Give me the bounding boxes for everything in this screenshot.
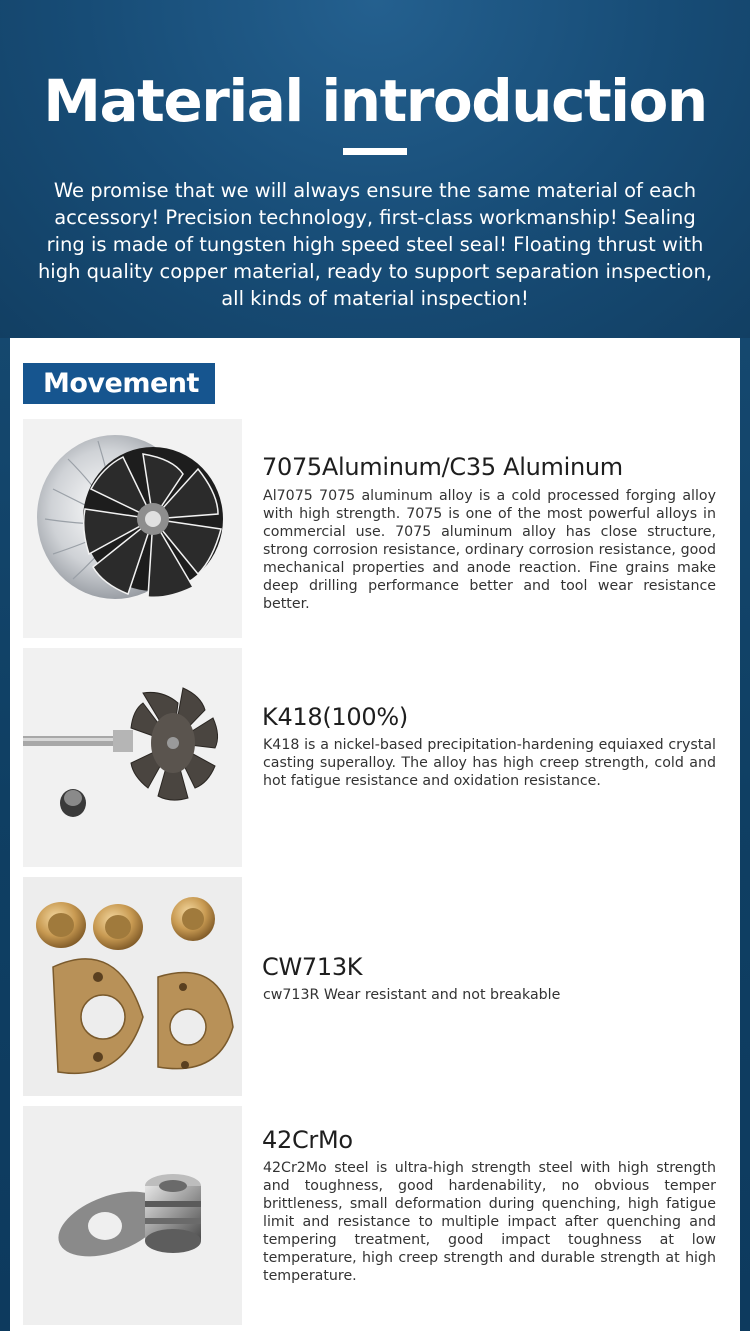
item-description: Al7075 7075 aluminum alloy is a cold processed forging alloy with high strength. 7075 is one of the most powerful alloys in commercial use. 7075 aluminum alloy has close structure, strong corrosion resistance, ordinary corrosion resistance, good mechanical properties and anode reaction. Fine grains make deep drilling performance better and tool wear resistance better.: [263, 488, 716, 612]
turbine-shaft-image: [23, 648, 242, 867]
intro-text: We promise that we will always ensure the same material of each accessory! Precision technology, first-class workmanship! Sealing ring is made of tungsten high speed steel seal! Floating thrust with high quality copper material, ready to support separation inspection, all kinds of material inspection!: [37, 179, 713, 310]
compressor-wheel-image: [23, 419, 242, 638]
item-description: 42Cr2Mo steel is ultra-high strength steel with high strength and toughness, good hardenability, no obvious temper brittleness, small deformation during quenching, high fatigue limit and resistance to multiple impact after quenching and tempering treatment, good impact toughness at low temperature, high creep strength and durable strength at high temperature.: [263, 1160, 716, 1284]
item-title: 7075Aluminum/C35 Aluminum: [262, 453, 623, 481]
section-label: Movement: [23, 363, 215, 404]
item-title: CW713K: [262, 953, 363, 981]
title-underline: [343, 148, 407, 155]
thrust-bearing-image: [23, 877, 242, 1096]
page-title: Material introduction: [43, 67, 707, 135]
item-description: cw713R Wear resistant and not breakable: [263, 987, 561, 1003]
item-title: K418(100%): [262, 703, 408, 731]
steel-collar-image: [23, 1106, 242, 1325]
item-description: K418 is a nickel-based precipitation-hardening equiaxed crystal casting superalloy. The alloy has high creep strength, cold and hot fatigue resistance and oxidation resistance.: [263, 737, 716, 789]
item-title: 42CrMo: [262, 1126, 353, 1154]
